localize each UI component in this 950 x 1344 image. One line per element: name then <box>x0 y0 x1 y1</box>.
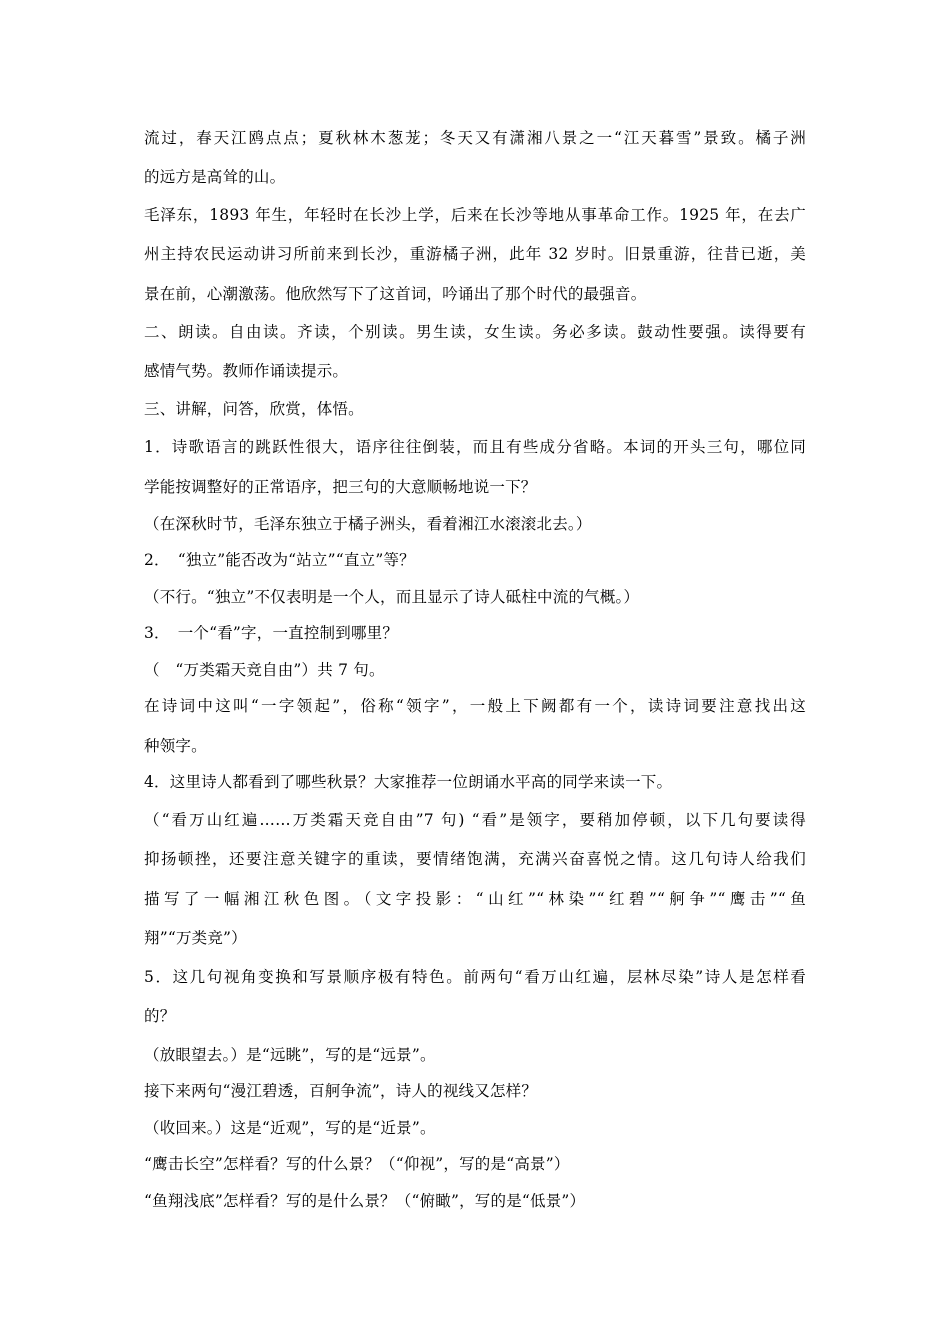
text-line: 二、朗读。自由读。齐读，个别读。男生读，女生读。务必多读。鼓动性要强。读得要有 <box>144 323 806 341</box>
text-line: （“看万山红遍……万类霜天竞自由”7 句) “看”是领字，要稍加停顿，以下几句要读得 <box>144 811 806 829</box>
text-line: 接下来两句“漫江碧透，百舸争流”，诗人的视线又怎样？ <box>144 1082 538 1100</box>
text-line: 5．这几句视角变换和写景顺序极有特色。前两句“看万山红遍，层林尽染”诗人是怎样看 <box>144 968 806 986</box>
text-line: 感情气势。教师作诵读提示。 <box>144 362 349 380</box>
text-line: 流过，春天江鸥点点；夏秋林木葱茏；冬天又有潇湘八景之一“江天暮雪”景致。橘子洲 <box>144 129 806 147</box>
text-line: 在诗词中这叫“一字领起”，俗称“领字”，一般上下阙都有一个，读诗词要注意找出这 <box>144 697 806 715</box>
text-line: 学能按调整好的正常语序，把三句的大意顺畅地说一下？ <box>144 478 537 496</box>
text-line: 1．诗歌语言的跳跃性很大，语序往往倒装，而且有些成分省略。本词的开头三句，哪位同 <box>144 438 806 456</box>
text-line: （ “万类霜天竞自由”）共 7 句。 <box>144 661 385 679</box>
text-line: （不行。“独立”不仅表明是一个人，而且显示了诗人砥柱中流的气概。） <box>144 588 640 606</box>
text-line: 抑扬顿挫，还要注意关键字的重读，要情绪饱满，充满兴奋喜悦之情。这几句诗人给我们 <box>144 850 806 868</box>
text-line: 的？ <box>144 1007 176 1025</box>
text-line: 翔”“万类竞”） <box>144 929 247 947</box>
text-line: 2． “独立”能否改为“站立”“直立”等？ <box>144 551 415 569</box>
section-heading: 三、讲解，问答，欣赏，体悟。 <box>144 400 364 418</box>
text-line: 种领字。 <box>144 737 207 755</box>
text-line: 景在前，心潮激荡。他欣然写下了这首词，吟诵出了那个时代的最强音。 <box>144 285 647 303</box>
text-line: 州主持农民运动讲习所前来到长沙，重游橘子洲，此年 32 岁时。旧景重游，往昔已逝，美 <box>144 245 806 263</box>
text-line: “鹰击长空”怎样看？写的什么景？（“仰视”，写的是“高景”） <box>144 1155 570 1173</box>
text-line: （收回来。）这是“近观”，写的是“近景”。 <box>144 1119 436 1137</box>
text-line: 描写了一幅湘江秋色图。（文字投影：“山红”“林染”“红碧”“舸争”“鹰击”“鱼 <box>144 890 806 908</box>
text-line: 4．这里诗人都看到了哪些秋景？大家推荐一位朗诵水平高的同学来读一下。 <box>144 773 673 791</box>
text-line: （放眼望去。）是“远眺”，写的是“远景”。 <box>144 1046 436 1064</box>
text-line: 3． 一个“看”字，一直控制到哪里？ <box>144 624 399 642</box>
text-line: 毛泽东，1893 年生，年轻时在长沙上学，后来在长沙等地从事革命工作。1925 年，在去广 <box>144 206 806 224</box>
text-line: （在深秋时节，毛泽东独立于橘子洲头，看着湘江水滚滚北去。） <box>144 515 592 533</box>
text-line: 的远方是高耸的山。 <box>144 168 286 186</box>
text-line: “鱼翔浅底”怎样看？写的是什么景？（“俯瞰”，写的是“低景”） <box>144 1192 586 1210</box>
